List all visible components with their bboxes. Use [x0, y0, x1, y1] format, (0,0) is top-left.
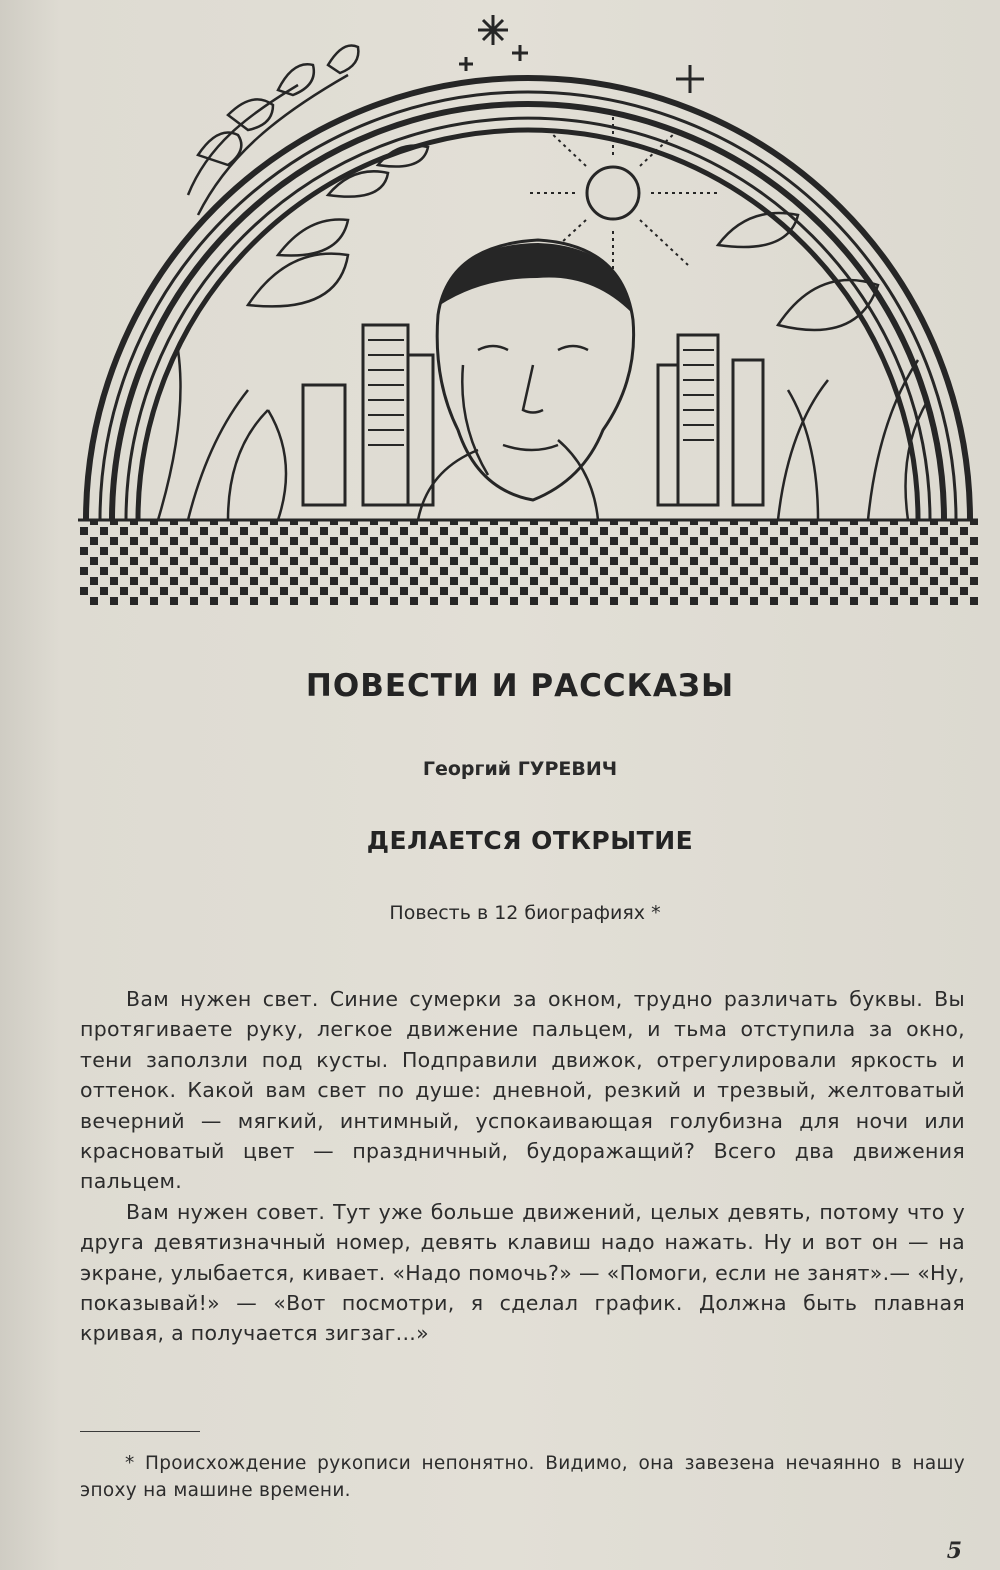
paragraph: Вам нужен свет. Синие сумерки за окном, трудно различать буквы. Вы протягиваете руку, легкое движение пальцем, и тьма отступила за окно, тени заползли под кусты. Подправили движок, отрегулировали яркость и оттенок. Какой вам свет по душе: дневной, резкий и трезвый, желтоватый вечерний — мягкий, интимный, успокаивающая голубизна для ночи или красноватый цвет — праздничный, будоражащий? Всего два движения пальцем.: [80, 987, 965, 1194]
story-subtitle: Повесть в 12 биографиях *: [389, 902, 661, 924]
footnote-divider: [80, 1431, 200, 1432]
paragraph: Вам нужен совет. Тут уже больше движений, целых девять, потому что у друга девятизначный номер, девять клавиш надо нажать. Ну и вот он — на экране, улыбается, кивает. «Надо помочь?» — «Помоги, если не занят».— «Ну, показывай!» — «Вот посмотри, я сделал график. Должна быть плавная кривая, а получается зигзаг...»: [80, 1199, 965, 1346]
footnote: [80, 1450, 965, 1504]
arch-illustration-icon: [78, 5, 978, 605]
story-body: [80, 984, 965, 1349]
page-number: 5: [946, 1538, 962, 1564]
section-title: ПОВЕСТИ И РАССКАЗЫ: [305, 668, 735, 704]
story-title: ДЕЛАЕТСЯ ОТКРЫТИЕ: [366, 826, 694, 855]
author-name: Георгий ГУРЕВИЧ: [422, 758, 618, 780]
footnote-text: * Происхождение рукописи непонятно. Видимо, она завезена нечаянно в нашу эпоху на машине времени.: [80, 1453, 965, 1501]
